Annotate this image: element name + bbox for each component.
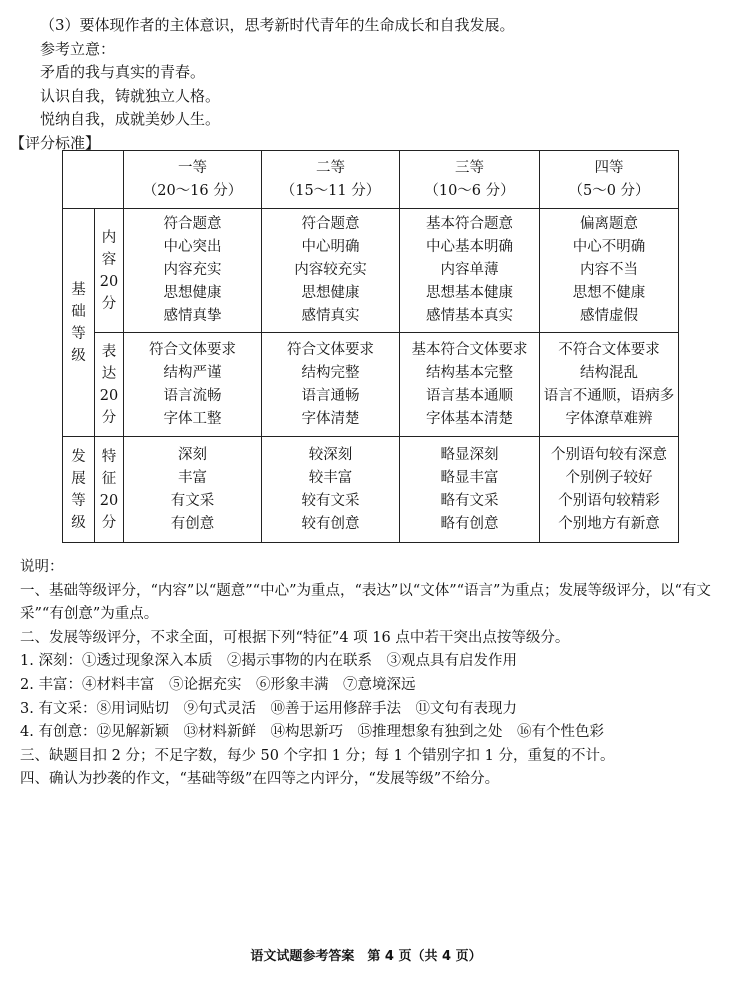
scoring-standard-heading: 【评分标准】 <box>10 133 101 152</box>
feature-literary: 3. 有文采：⑧用词贴切 ⑨句式灵活 ⑩善于运用修辞手法 ⑪文句有表现力 <box>20 700 517 717</box>
feature-rich: 2. 丰富：④材料丰富 ⑤论据充实 ⑥形象丰满 ⑦意境深远 <box>20 676 416 693</box>
notes-title: 说明： <box>20 559 64 575</box>
content-label: 内 容 20 分 <box>95 209 124 333</box>
feature-cell: 个别语句较有深意 个别例子较好 个别语句较精彩 个别地方有新意 <box>540 437 679 543</box>
content-cell: 偏离题意 中心不明确 内容不当 思想不健康 感情虚假 <box>540 209 679 333</box>
note-3: 三、缺题目扣 2 分；不足字数，每少 50 个字扣 1 分；每 1 个错别字扣 1 分，重复的不计。 <box>20 747 615 764</box>
grade-header: 三等 （10～6 分） <box>400 151 540 209</box>
basic-level-label: 基 础 等 级 <box>63 209 95 437</box>
grade-header: 四等 （5～0 分） <box>540 151 679 209</box>
reference-idea: 认识自我，铸就独立人格。 <box>40 86 221 105</box>
expression-cell: 基本符合文体要求 结构基本完整 语言基本通顺 字体基本清楚 <box>400 333 540 437</box>
development-level-label: 发 展 等 级 <box>63 437 95 543</box>
grade-header: 一等 （20～16 分） <box>124 151 262 209</box>
note-1: 一、基础等级评分，“内容”以“题意”“中心”为重点，“表达”以“文体”“语言”为重点；发展等级评分，以“有文 <box>20 582 711 599</box>
intro-section <box>10 14 712 155</box>
corner-cell <box>63 151 124 209</box>
scoring-table <box>62 150 679 543</box>
grade-header: 二等 （15～11 分） <box>262 151 400 209</box>
expression-cell: 符合文体要求 结构完整 语言通畅 字体清楚 <box>262 333 400 437</box>
feature-label: 特 征 20 分 <box>95 437 124 543</box>
note-4: 四、确认为抄袭的作文，“基础等级”在四等之内评分，“发展等级”不给分。 <box>20 771 500 788</box>
page-footer: 语文试题参考答案 第 4 页（共 4 页） <box>250 949 482 964</box>
content-cell: 符合题意 中心明确 内容较充实 思想健康 感情真实 <box>262 209 400 333</box>
expression-cell: 符合文体要求 结构严谨 语言流畅 字体工整 <box>124 333 262 437</box>
expression-label: 表 达 20 分 <box>95 333 124 437</box>
expression-cell: 不符合文体要求 结构混乱 语言不通顺，语病多 字体潦草难辨 <box>540 333 679 437</box>
note-1-cont: 采”“有创意”为重点。 <box>20 606 159 623</box>
reference-label: 参考立意： <box>40 39 116 58</box>
point-3: （3）要体现作者的主体意识，思考新时代青年的生命成长和自我发展。 <box>40 16 515 34</box>
feature-cell: 深刻 丰富 有文采 有创意 <box>124 437 262 543</box>
note-2: 二、发展等级评分，不求全面，可根据下列“特征”4 项 16 点中若干突出点按等级分。 <box>20 629 570 646</box>
feature-deep: 1. 深刻：①透过现象深入本质 ②揭示事物的内在联系 ③观点具有启发作用 <box>20 653 517 670</box>
feature-creative: 4. 有创意：⑫见解新颖 ⑬材料新鲜 ⑭构思新巧 ⑮推理想象有独到之处 ⑯有个性色彩 <box>20 724 604 741</box>
feature-cell: 较深刻 较丰富 较有文采 较有创意 <box>262 437 400 543</box>
feature-cell: 略显深刻 略显丰富 略有文采 略有创意 <box>400 437 540 543</box>
notes-section <box>20 556 720 792</box>
content-cell: 符合题意 中心突出 内容充实 思想健康 感情真挚 <box>124 209 262 333</box>
reference-idea: 矛盾的我与真实的青春。 <box>40 63 206 81</box>
content-cell: 基本符合题意 中心基本明确 内容单薄 思想基本健康 感情基本真实 <box>400 209 540 333</box>
reference-idea: 悦纳自我，成就美妙人生。 <box>40 110 221 128</box>
